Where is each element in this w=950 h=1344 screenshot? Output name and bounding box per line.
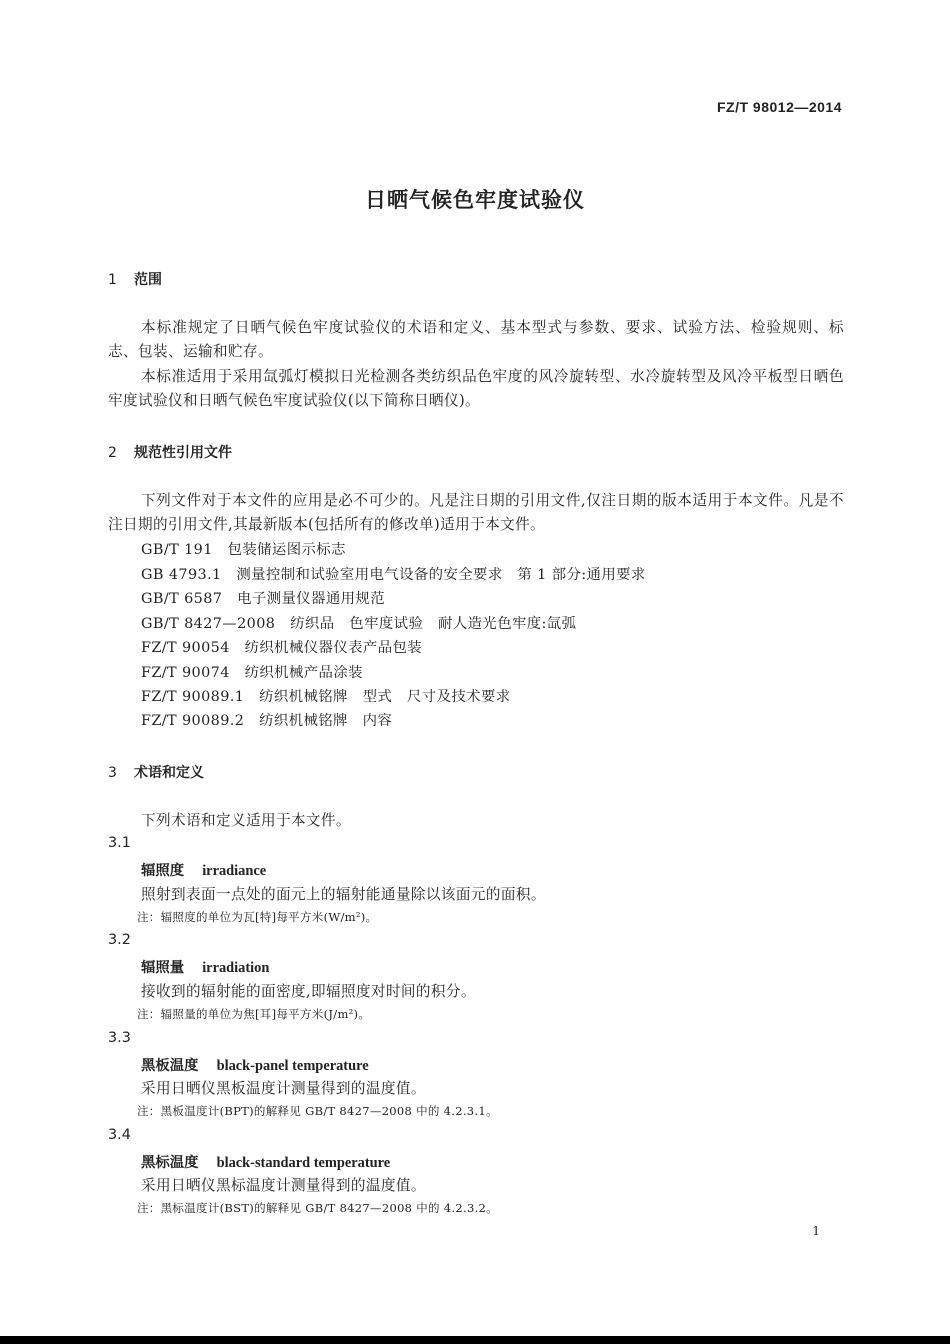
section-number: 3: [108, 765, 117, 781]
term-chinese: 黑标温度: [141, 1155, 199, 1171]
reference-item: FZ/T 90089.2 纺织机械铭牌 内容: [141, 713, 393, 729]
term-note: 注：辐照度的单位为瓦[特]每平方米(W/m²)。: [137, 910, 378, 924]
term-definition: 接收到的辐射能的面密度,即辐照度对时间的积分。: [141, 983, 476, 1000]
term-note: 注：黑板温度计(BPT)的解释见 GB/T 8427—2008 中的 4.2.3.1。: [137, 1104, 498, 1118]
term-number: 3.4: [108, 1127, 131, 1143]
reference-item: FZ/T 90074 纺织机械产品涂装: [141, 665, 363, 681]
reference-item: GB/T 8427—2008 纺织品 色牢度试验 耐人造光色牢度:氙弧: [141, 616, 577, 632]
section-1-paragraph-2: 本标准适用于采用氙弧灯模拟日光检测各类纺织品色牢度的风冷旋转型、水冷旋转型及风冷平板型日晒色牢度试验仪和日晒气候色牢度试验仪(以下简称日晒仪)。: [108, 368, 844, 409]
term-number: 3.3: [108, 1030, 131, 1046]
term-heading: [141, 1151, 390, 1172]
term-english: irradiation: [202, 960, 270, 976]
term-english: irradiance: [202, 863, 267, 879]
section-3-intro: 下列术语和定义适用于本文件。: [141, 812, 351, 829]
term-english: black-panel temperature: [216, 1058, 369, 1074]
section-number: 2: [108, 445, 117, 461]
section-number: 1: [108, 272, 117, 288]
term-heading: [141, 1054, 369, 1075]
term-chinese: 黑板温度: [141, 1058, 199, 1074]
term-heading: [141, 956, 269, 977]
document-title: 日晒气候色牢度试验仪: [365, 188, 585, 212]
section-2-paragraph-1: 下列文件对于本文件的应用是必不可少的。凡是注日期的引用文件,仅注日期的版本适用于本文件。凡是不注日期的引用文件,其最新版本(包括所有的修改单)适用于本文件。: [108, 492, 844, 533]
section-title: 术语和定义: [134, 765, 204, 781]
term-definition: 照射到表面一点处的面元上的辐射能通量除以该面元的面积。: [141, 886, 546, 903]
term-english: black-standard temperature: [216, 1155, 391, 1171]
section-3-heading: [108, 762, 204, 782]
term-chinese: 辐照度: [141, 863, 185, 879]
section-2-heading: [108, 442, 232, 462]
term-heading: [141, 859, 266, 880]
section-1-heading: [108, 269, 162, 289]
reference-item: FZ/T 90054 纺织机械仪器仪表产品包装: [141, 640, 423, 656]
term-definition: 采用日晒仪黑板温度计测量得到的温度值。: [141, 1080, 426, 1097]
reference-item: GB 4793.1 测量控制和试验室用电气设备的安全要求 第 1 部分:通用要求: [141, 567, 646, 583]
term-number: 3.1: [108, 835, 131, 851]
reference-item: GB/T 191 包装储运图示标志: [141, 542, 346, 558]
term-number: 3.2: [108, 932, 131, 948]
section-title: 范围: [134, 272, 162, 288]
term-note: 注：辐照量的单位为焦[耳]每平方米(J/m²)。: [137, 1007, 371, 1021]
term-chinese: 辐照量: [141, 960, 185, 976]
bottom-border-bar: [0, 1336, 950, 1344]
section-title: 规范性引用文件: [134, 445, 232, 461]
section-1-paragraph-1: 本标准规定了日晒气候色牢度试验仪的术语和定义、基本型式与参数、要求、试验方法、检验规则、标志、包装、运输和贮存。: [108, 319, 844, 360]
reference-item: FZ/T 90089.1 纺织机械铭牌 型式 尺寸及技术要求: [141, 689, 511, 705]
page-number: 1: [812, 1224, 820, 1238]
term-definition: 采用日晒仪黑标温度计测量得到的温度值。: [141, 1177, 426, 1194]
reference-item: GB/T 6587 电子测量仪器通用规范: [141, 591, 386, 607]
term-note: 注：黑标温度计(BST)的解释见 GB/T 8427—2008 中的 4.2.3.2。: [137, 1201, 498, 1215]
standard-code: FZ/T 98012—2014: [716, 99, 842, 115]
